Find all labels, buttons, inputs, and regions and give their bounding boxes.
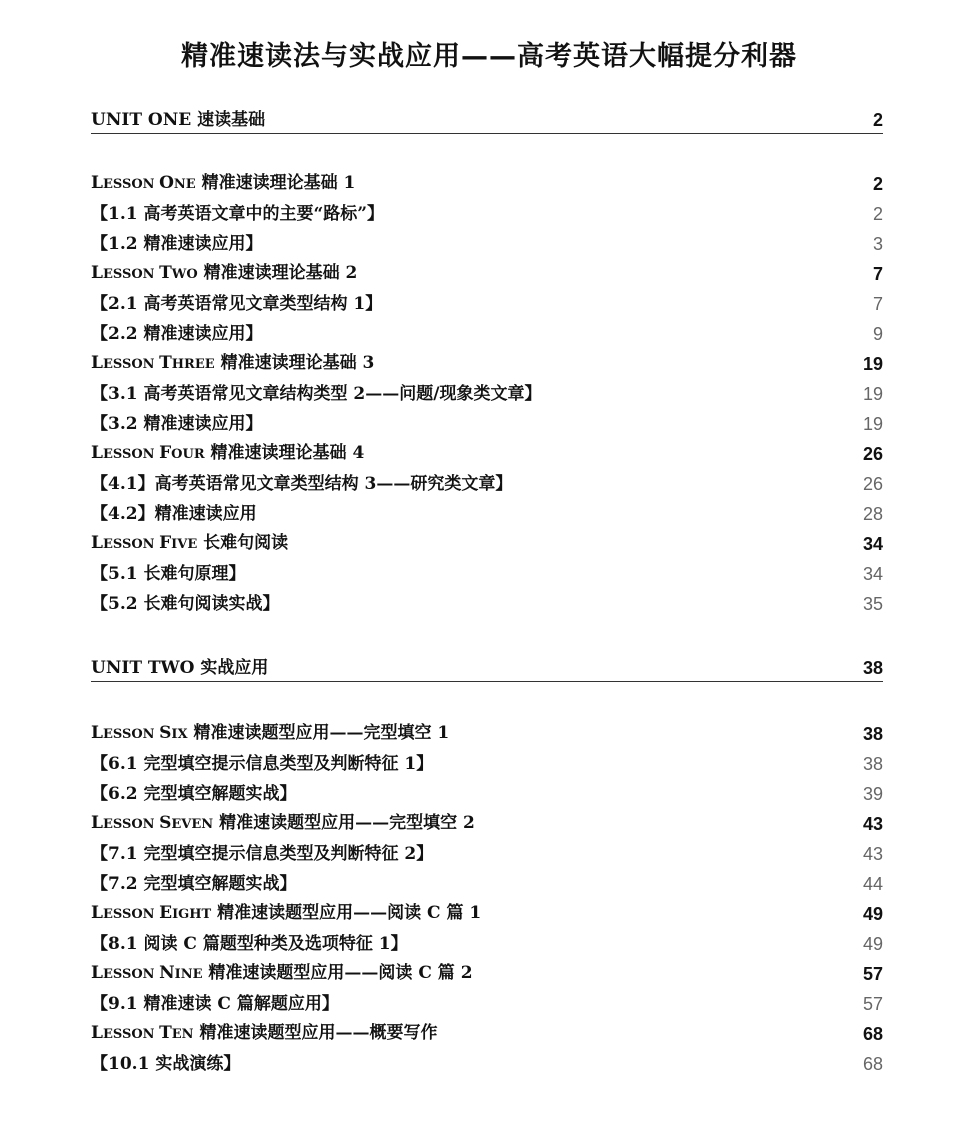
- toc-lesson-lead2: F: [159, 533, 172, 553]
- toc-lesson-row[interactable]: [91, 719, 883, 749]
- toc-lesson-lead: L: [91, 173, 103, 193]
- toc-sub-row[interactable]: [91, 199, 883, 229]
- toc-sub-row[interactable]: [91, 989, 883, 1019]
- toc-lesson-label: [91, 958, 473, 990]
- toc-page-number: 28: [862, 504, 883, 524]
- toc-lesson-label: [91, 808, 475, 840]
- toc-sub-label: 【5.2 长难句阅读实战】: [91, 594, 280, 614]
- toc-sub-row[interactable]: [91, 499, 883, 529]
- toc-lesson-rest: 精准速读题型应用——阅读 C 篇 1: [211, 903, 482, 923]
- toc-sub-label: 【8.1 阅读 C 篇题型种类及选项特征 1】: [91, 934, 408, 954]
- toc-page-number: 2: [872, 110, 883, 130]
- toc-page-number: 57: [862, 994, 883, 1014]
- toc-lesson-word2: INE: [174, 967, 203, 982]
- toc-sub-label: 【1.2 精准速读应用】: [91, 234, 263, 254]
- toc-lesson-lead2: O: [159, 173, 174, 193]
- toc-lesson-lead: L: [91, 353, 103, 373]
- toc-sub-row[interactable]: [91, 749, 883, 779]
- toc-sub-label: 【3.2 精准速读应用】: [91, 414, 263, 434]
- toc-page-number: 7: [872, 264, 883, 284]
- toc-unit-row[interactable]: [91, 655, 883, 682]
- toc-lesson-lead2: T: [159, 353, 172, 373]
- toc-page-number: 26: [862, 474, 883, 494]
- toc-lesson-row[interactable]: [91, 259, 883, 289]
- toc-sub-row[interactable]: [91, 289, 883, 319]
- toc-sub-row[interactable]: [91, 589, 883, 619]
- document-title: 精准速读法与实战应用——高考英语大幅提分利器: [181, 41, 797, 72]
- toc-lesson-lead2: T: [159, 263, 172, 283]
- toc-lesson-word: ESSON: [102, 267, 160, 282]
- toc-lesson-lead: L: [91, 443, 103, 463]
- toc-lesson-lead: L: [91, 963, 103, 983]
- toc-sub-label: 【9.1 精准速读 C 篇解题应用】: [91, 994, 339, 1014]
- toc-sub-label: 【2.1 高考英语常见文章类型结构 1】: [91, 294, 383, 314]
- toc-sub-label: 【7.2 完型填空解题实战】: [91, 874, 297, 894]
- toc-page-number: 49: [862, 904, 883, 924]
- toc-sub-row[interactable]: [91, 1049, 883, 1079]
- toc-page-number: 26: [862, 444, 883, 464]
- toc-lesson-rest: 精准速读题型应用——阅读 C 篇 2: [202, 963, 473, 983]
- toc-lesson-rest: 精准速读理论基础 1: [195, 173, 356, 193]
- toc-lesson-row[interactable]: [91, 899, 883, 929]
- toc-lesson-lead2: E: [159, 903, 173, 923]
- toc-lesson-word: ESSON: [102, 447, 160, 462]
- toc-lesson-word: ESSON: [102, 357, 160, 372]
- toc-lesson-lead: L: [91, 903, 103, 923]
- toc-lesson-rest: 精准速读理论基础 4: [204, 443, 365, 463]
- toc-sub-row[interactable]: [91, 839, 883, 869]
- toc-lesson-lead: L: [91, 1023, 103, 1043]
- toc-lesson-word2: EN: [171, 1027, 194, 1042]
- toc-lesson-rest: 精准速读题型应用——完型填空 2: [213, 813, 475, 833]
- toc-lesson-row[interactable]: [91, 169, 883, 199]
- toc-lesson-word: ESSON: [102, 1027, 160, 1042]
- toc-page-number: 9: [872, 324, 883, 344]
- toc-page-number: 43: [862, 814, 883, 834]
- toc-sub-row[interactable]: [91, 409, 883, 439]
- toc-lesson-word2: WO: [171, 267, 198, 282]
- toc-lesson-row[interactable]: [91, 439, 883, 469]
- toc-lesson-lead: L: [91, 263, 103, 283]
- toc-lesson-word2: IVE: [171, 537, 198, 552]
- toc-lesson-lead2: N: [159, 963, 175, 983]
- toc-sub-label: 【5.1 长难句原理】: [91, 564, 246, 584]
- toc-lesson-lead2: F: [159, 443, 172, 463]
- toc-lesson-rest: 精准速读理论基础 2: [197, 263, 358, 283]
- toc-sub-label: 【10.1 实战演练】: [91, 1054, 241, 1074]
- toc-page-number: 34: [862, 564, 883, 584]
- toc-lesson-label: [91, 718, 449, 750]
- toc-lesson-lead: L: [91, 813, 103, 833]
- toc-page-number: 2: [872, 204, 883, 224]
- toc-unit-row[interactable]: [91, 107, 883, 134]
- toc-lesson-rest: 精准速读理论基础 3: [214, 353, 375, 373]
- toc-lesson-row[interactable]: [91, 349, 883, 379]
- toc-page-number: 34: [862, 534, 883, 554]
- toc-lesson-label: [91, 348, 374, 380]
- toc-page-number: 38: [862, 754, 883, 774]
- toc-sub-row[interactable]: [91, 929, 883, 959]
- toc-lesson-word: ESSON: [102, 727, 160, 742]
- toc-lesson-word: ESSON: [102, 817, 160, 832]
- toc-page-number: 39: [862, 784, 883, 804]
- toc-lesson-word: ESSON: [102, 907, 160, 922]
- toc-lesson-word2: HREE: [171, 357, 215, 372]
- toc-lesson-word: ESSON: [102, 537, 160, 552]
- toc-sub-row[interactable]: [91, 869, 883, 899]
- toc-sub-label: 【1.1 高考英语文章中的主要“路标”】: [91, 204, 385, 224]
- toc-page-number: 19: [862, 354, 883, 374]
- toc-lesson-rest: 精准速读题型应用——概要写作: [193, 1023, 438, 1043]
- toc-lesson-label: [91, 528, 288, 560]
- toc-page-number: 49: [862, 934, 883, 954]
- toc-sub-row[interactable]: [91, 229, 883, 259]
- toc-sub-label: 【3.1 高考英语常见文章结构类型 2——问题/现象类文章】: [91, 384, 542, 404]
- toc-page-number: 38: [862, 724, 883, 744]
- toc-lesson-label: [91, 898, 481, 930]
- toc-page-number: 7: [872, 294, 883, 314]
- toc-lesson-label: [91, 438, 364, 470]
- toc-sub-label: 【6.2 完型填空解题实战】: [91, 784, 297, 804]
- toc-sub-row[interactable]: [91, 779, 883, 809]
- toc-page-number: 3: [872, 234, 883, 254]
- toc-lesson-row[interactable]: [91, 809, 883, 839]
- toc-lesson-word2: OUR: [171, 447, 205, 462]
- toc-lesson-row[interactable]: [91, 1019, 883, 1049]
- toc-page-number: 35: [862, 594, 883, 614]
- toc-lesson-row[interactable]: [91, 529, 883, 559]
- toc-lesson-label: [91, 1018, 437, 1050]
- toc-page-number: 68: [862, 1024, 883, 1044]
- toc-lesson-word2: EVEN: [171, 817, 214, 832]
- toc-lesson-label: [91, 168, 355, 200]
- toc-lesson-word2: IGHT: [172, 907, 212, 922]
- toc-lesson-lead: L: [91, 533, 103, 553]
- toc-sub-row[interactable]: [91, 379, 883, 409]
- toc-page-number: 68: [862, 1054, 883, 1074]
- toc-sub-label: 【7.1 完型填空提示信息类型及判断特征 2】: [91, 844, 434, 864]
- toc-sub-label: 【4.1】高考英语常见文章类型结构 3——研究类文章】: [91, 474, 513, 494]
- toc-lesson-lead: L: [91, 723, 103, 743]
- toc-page-number: 2: [872, 174, 883, 194]
- toc-lesson-word2: IX: [171, 727, 188, 742]
- toc-sub-row[interactable]: [91, 469, 883, 499]
- toc-page-number: 43: [862, 844, 883, 864]
- toc-lesson-word: ESSON: [102, 177, 160, 192]
- toc-unit-label: UNIT ONE 速读基础: [91, 110, 266, 130]
- toc-sub-label: 【4.2】精准速读应用: [91, 504, 257, 524]
- toc-lesson-word2: NE: [173, 177, 196, 192]
- toc-sub-row[interactable]: [91, 559, 883, 589]
- toc-sub-label: 【2.2 精准速读应用】: [91, 324, 263, 344]
- toc-page-number: 38: [862, 658, 883, 678]
- toc-page-number: 19: [862, 384, 883, 404]
- toc-lesson-lead2: S: [159, 723, 172, 743]
- toc-page-number: 19: [862, 414, 883, 434]
- toc-lesson-lead2: S: [159, 813, 172, 833]
- toc-lesson-lead2: T: [159, 1023, 172, 1043]
- toc-unit-label: UNIT TWO 实战应用: [91, 658, 269, 678]
- toc-lesson-rest: 精准速读题型应用——完型填空 1: [187, 723, 450, 743]
- toc-lesson-rest: 长难句阅读: [197, 533, 289, 553]
- toc-lesson-word: ESSON: [102, 967, 160, 982]
- toc-lesson-row[interactable]: [91, 959, 883, 989]
- toc-lesson-label: [91, 258, 357, 290]
- toc-sub-label: 【6.1 完型填空提示信息类型及判断特征 1】: [91, 754, 434, 774]
- toc-page-number: 44: [862, 874, 883, 894]
- toc-sub-row[interactable]: [91, 319, 883, 349]
- toc-page-number: 57: [862, 964, 883, 984]
